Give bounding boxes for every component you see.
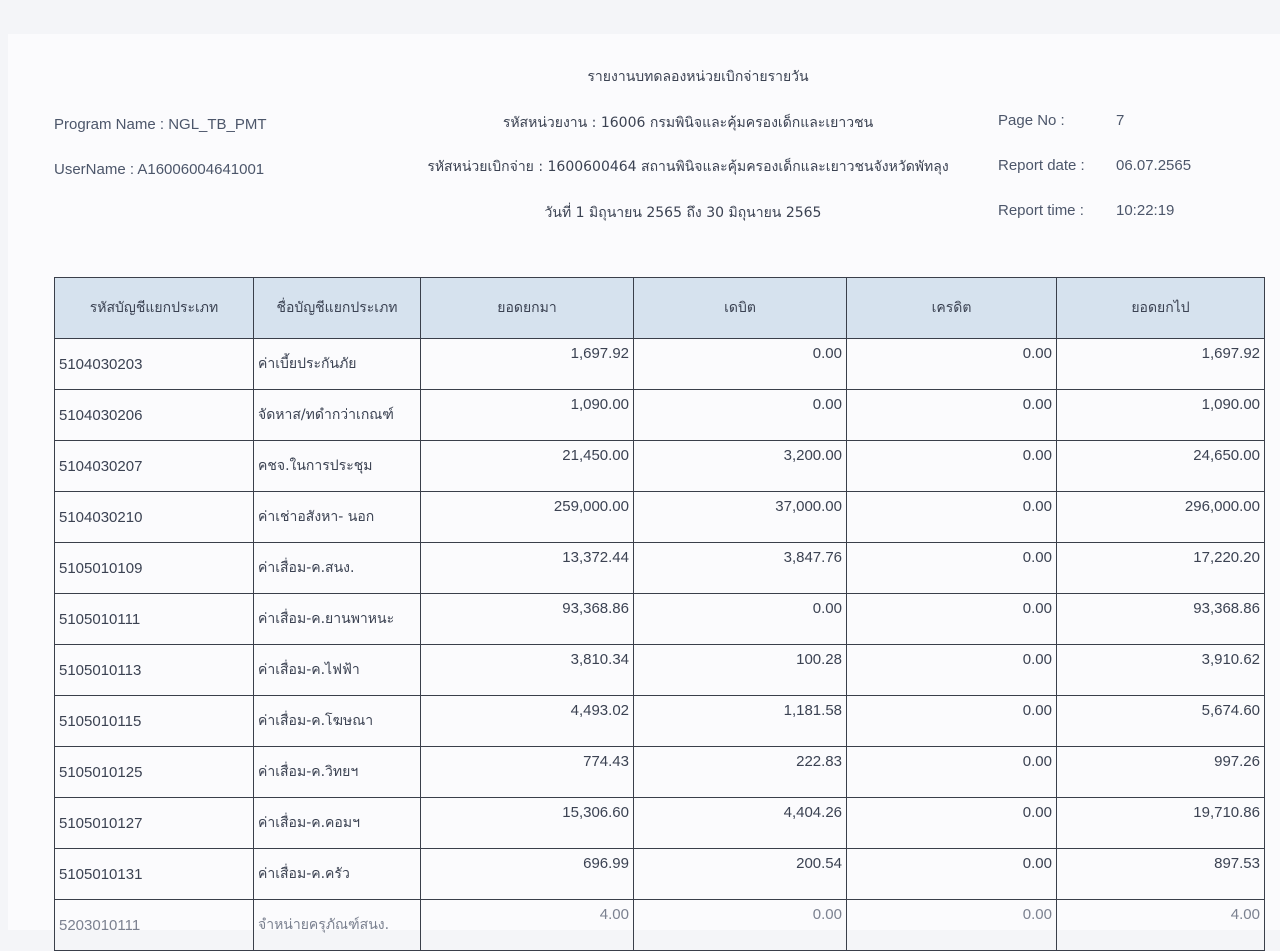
cell-debit: 0.00 (634, 390, 847, 441)
cell-debit: 0.00 (634, 900, 847, 951)
cell-brought-forward: 13,372.44 (421, 543, 634, 594)
header-brought-forward: ยอดยกมา (421, 278, 634, 339)
report-date-label: Report date : (998, 157, 1085, 174)
cell-account-code: 5104030203 (55, 339, 254, 390)
agency-line: รหัสหน่วยงาน : 16006 กรมพินิจและคุ้มครองเด็กและเยาวชน (502, 115, 874, 131)
cell-debit: 222.83 (634, 747, 847, 798)
cell-debit: 100.28 (634, 645, 847, 696)
cell-brought-forward: 774.43 (421, 747, 634, 798)
cell-carried-forward: 1,697.92 (1057, 339, 1265, 390)
cell-credit: 0.00 (847, 900, 1057, 951)
table-row (55, 339, 1265, 390)
cell-brought-forward: 1,697.92 (421, 339, 634, 390)
cell-account-name: ค่าเบี้ยประกันภัย (254, 339, 421, 390)
table-row (55, 390, 1265, 441)
cell-account-code: 5105010111 (55, 594, 254, 645)
table-body (55, 339, 1265, 951)
cell-brought-forward: 259,000.00 (421, 492, 634, 543)
cell-account-code: 5203010111 (55, 900, 254, 951)
cell-account-code: 5104030210 (55, 492, 254, 543)
cell-account-name: จำหน่ายครุภัณฑ์สนง. (254, 900, 421, 951)
cell-account-code: 5105010113 (55, 645, 254, 696)
cell-debit: 4,404.26 (634, 798, 847, 849)
cell-credit: 0.00 (847, 492, 1057, 543)
cell-credit: 0.00 (847, 390, 1057, 441)
cell-account-code: 5105010127 (55, 798, 254, 849)
table-row (55, 492, 1265, 543)
cell-credit: 0.00 (847, 849, 1057, 900)
cell-credit: 0.00 (847, 441, 1057, 492)
program-name: Program Name : NGL_TB_PMT (54, 116, 267, 133)
header-account-code: รหัสบัญชีแยกประเภท (55, 278, 254, 339)
cell-credit: 0.00 (847, 645, 1057, 696)
header-debit: เดบิต (634, 278, 847, 339)
cell-account-code: 5104030207 (55, 441, 254, 492)
cell-account-name: ค่าเสื่อม-ค.ไฟฟ้า (254, 645, 421, 696)
cell-debit: 1,181.58 (634, 696, 847, 747)
page-no-label: Page No : (998, 112, 1065, 129)
cell-debit: 37,000.00 (634, 492, 847, 543)
table-row (55, 798, 1265, 849)
cell-carried-forward: 4.00 (1057, 900, 1265, 951)
cell-carried-forward: 997.26 (1057, 747, 1265, 798)
header-carried-forward: ยอดยกไป (1057, 278, 1265, 339)
cell-account-name: จัดหาส/ทดำกว่าเกณฑ์ (254, 390, 421, 441)
report-title: รายงานบทดลองหน่วยเบิกจ่ายรายวัน (587, 69, 809, 85)
report-time-label: Report time : (998, 202, 1084, 219)
cell-brought-forward: 4.00 (421, 900, 634, 951)
cell-account-code: 5105010125 (55, 747, 254, 798)
table-row (55, 900, 1265, 951)
cell-account-name: ค่าเสื่อม-ค.คอมฯ (254, 798, 421, 849)
cell-account-name: ค่าเสื่อม-ค.โฆษณา (254, 696, 421, 747)
username: UserName : A16006004641001 (54, 161, 265, 178)
cell-account-code: 5105010115 (55, 696, 254, 747)
cell-brought-forward: 93,368.86 (421, 594, 634, 645)
cell-carried-forward: 1,090.00 (1057, 390, 1265, 441)
table-row (55, 594, 1265, 645)
cell-debit: 200.54 (634, 849, 847, 900)
table-row (55, 441, 1265, 492)
cell-brought-forward: 15,306.60 (421, 798, 634, 849)
cell-brought-forward: 1,090.00 (421, 390, 634, 441)
cell-brought-forward: 3,810.34 (421, 645, 634, 696)
cell-carried-forward: 897.53 (1057, 849, 1265, 900)
cell-carried-forward: 93,368.86 (1057, 594, 1265, 645)
cell-carried-forward: 24,650.00 (1057, 441, 1265, 492)
cell-account-name: ค่าเสื่อม-ค.ครัว (254, 849, 421, 900)
table-row (55, 543, 1265, 594)
header-account-name: ชื่อบัญชีแยกประเภท (254, 278, 421, 339)
cell-debit: 0.00 (634, 594, 847, 645)
cell-carried-forward: 5,674.60 (1057, 696, 1265, 747)
table-row (55, 849, 1265, 900)
cell-account-name: ค่าเสื่อม-ค.สนง. (254, 543, 421, 594)
page-no-value: 7 (1116, 112, 1125, 129)
cell-carried-forward: 3,910.62 (1057, 645, 1265, 696)
cell-credit: 0.00 (847, 696, 1057, 747)
cell-account-name: ค่าเช่าอสังหา- นอก (254, 492, 421, 543)
table-row (55, 747, 1265, 798)
cell-account-name: คชจ.ในการประชุม (254, 441, 421, 492)
cell-credit: 0.00 (847, 543, 1057, 594)
report-date-value: 06.07.2565 (1116, 157, 1192, 174)
trial-balance-table (54, 277, 1265, 951)
table-row (55, 696, 1265, 747)
cell-debit: 0.00 (634, 339, 847, 390)
cell-credit: 0.00 (847, 747, 1057, 798)
cell-carried-forward: 17,220.20 (1057, 543, 1265, 594)
cell-account-name: ค่าเสื่อม-ค.ยานพาหนะ (254, 594, 421, 645)
cell-carried-forward: 296,000.00 (1057, 492, 1265, 543)
cell-brought-forward: 21,450.00 (421, 441, 634, 492)
cell-debit: 3,200.00 (634, 441, 847, 492)
cell-credit: 0.00 (847, 339, 1057, 390)
cell-account-code: 5105010131 (55, 849, 254, 900)
report-time-value: 10:22:19 (1116, 202, 1175, 219)
period-line: วันที่ 1 มิถุนายน 2565 ถึง 30 มิถุนายน 2565 (544, 205, 822, 221)
cell-credit: 0.00 (847, 798, 1057, 849)
header-credit: เครดิต (847, 278, 1057, 339)
cell-brought-forward: 696.99 (421, 849, 634, 900)
cell-account-name: ค่าเสื่อม-ค.วิทยฯ (254, 747, 421, 798)
table-row (55, 645, 1265, 696)
disbursement-line: รหัสหน่วยเบิกจ่าย : 1600600464 สถานพินิจและคุ้มครองเด็กและเยาวชนจังหวัดพัทลุง (427, 159, 949, 175)
cell-debit: 3,847.76 (634, 543, 847, 594)
cell-brought-forward: 4,493.02 (421, 696, 634, 747)
cell-carried-forward: 19,710.86 (1057, 798, 1265, 849)
cell-credit: 0.00 (847, 594, 1057, 645)
cell-account-code: 5104030206 (55, 390, 254, 441)
cell-account-code: 5105010109 (55, 543, 254, 594)
table-header-row (55, 278, 1265, 339)
